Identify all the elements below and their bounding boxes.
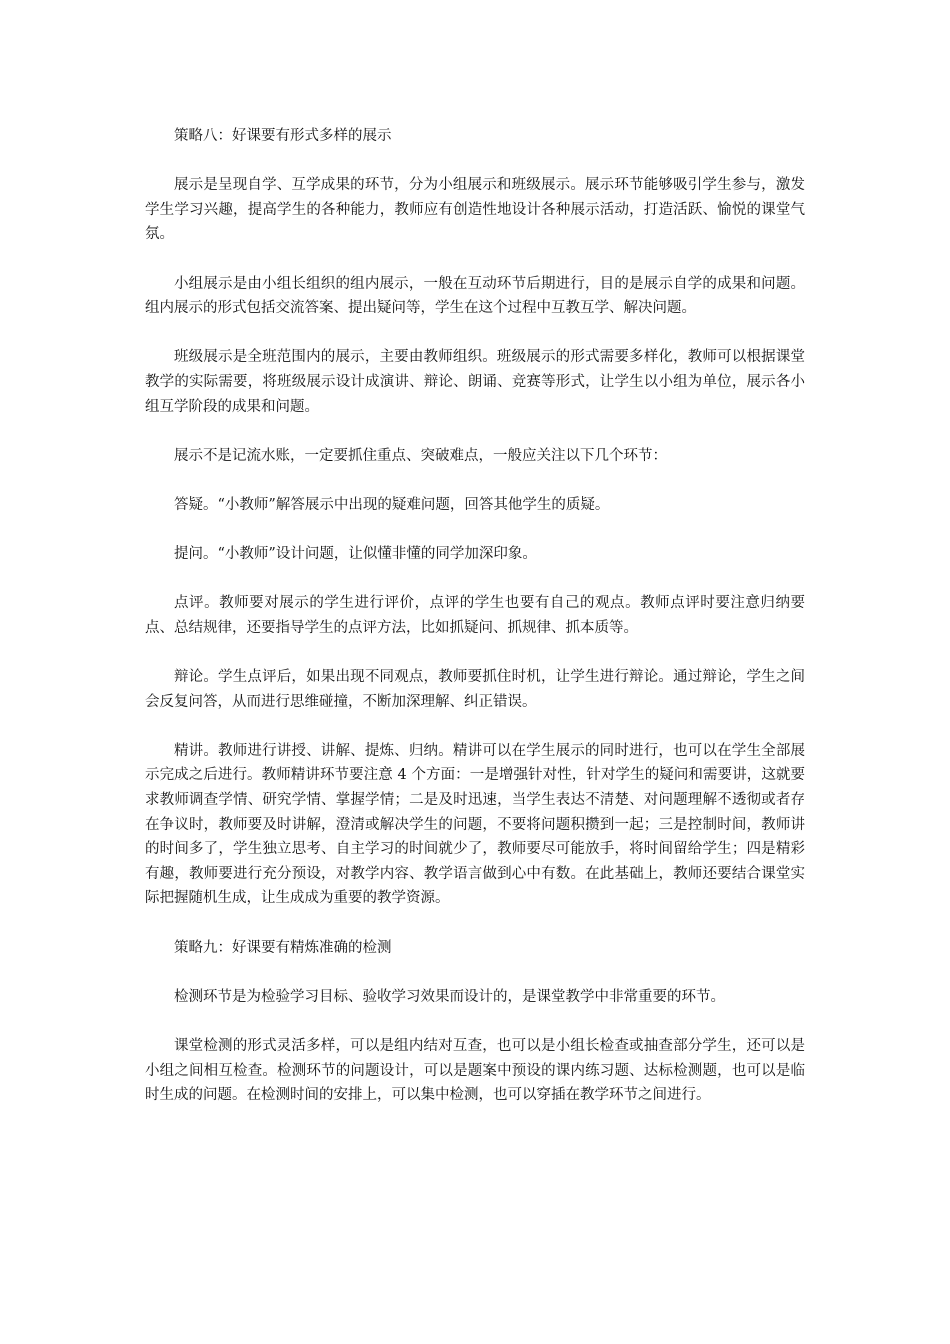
- paragraph: 答疑。“小教师”解答展示中出现的疑难问题，回答其他学生的质疑。: [174, 496, 610, 513]
- paragraph: 小组展示是由小组长组织的组内展示，一般在互动环节后期进行，目的是展示自学的成果和问题。组内展示的形式包括交流答案、提出疑问等，学生在这个过程中互教互学、解决问题。: [145, 275, 805, 317]
- section-heading: 策略九：好课要有精炼准确的检测: [174, 939, 392, 956]
- paragraph: 课堂检测的形式灵活多样，可以是组内结对互查，也可以是小组长检查或抽查部分学生，还可以是小组之间相互检查。检测环节的问题设计，可以是题案中预设的课内练习题、达标检测题，也可以是临时生成的问题。在检测时间的安排上，可以集中检测，也可以穿插在教学环节之间进行。: [145, 1037, 805, 1104]
- paragraph: 展示不是记流水账，一定要抓住重点、突破难点，一般应关注以下几个环节：: [174, 447, 667, 464]
- paragraph: 辩论。学生点评后，如果出现不同观点，教师要抓住时机，让学生进行辩论。通过辩论，学生之间会反复问答，从而进行思维碰撞，不断加深理解、纠正错误。: [145, 669, 805, 710]
- paragraph: 展示是呈现自学、互学成果的环节，分为小组展示和班级展示。展示环节能够吸引学生参与，激发学生学习兴趣，提高学生的各种能力，教师应有创造性地设计各种展示活动，打造活跃、愉悦的课堂气氛。: [145, 177, 805, 243]
- paragraph: 点评。教师要对展示的学生进行评价，点评的学生也要有自己的观点。教师点评时要注意归纳要点、总结规律，还要指导学生的点评方法，比如抓疑问、抓规律、抓本质等。: [145, 595, 805, 636]
- paragraph: 班级展示是全班范围内的展示，主要由教师组织。班级展示的形式需要多样化，教师可以根据课堂教学的实际需要，将班级展示设计成演讲、辩论、朗诵、竞赛等形式，让学生以小组为单位，展示各小组互学阶段的成果和问题。: [145, 349, 805, 415]
- paragraph: 提问。“小教师”设计问题，让似懂非懂的同学加深印象。: [174, 546, 537, 563]
- document-body: [145, 124, 805, 1132]
- paragraph: 检测环节是为检验学习目标、验收学习效果而设计的，是课堂教学中非常重要的环节。: [174, 988, 725, 1005]
- paragraph: 精讲。教师进行讲授、讲解、提炼、归纳。精讲可以在学生展示的同时进行，也可以在学生全部展示完成之后进行。教师精讲环节要注意 4 个方面：一是增强针对性，针对学生的疑问和需要讲，这就要求教师调查学情、研究学情、掌握学情；二是及时迅速，当学生表达不清楚、对问题理解不透彻或者存在争议时，教师要及时讲解，澄清或解决学生的问题，不要将问题积攒到一起；三是控制时间，教师讲的时间多了，学生独立思考、自主学习的时间就少了，教师要尽可能放手，将时间留给学生；四是精彩有趣，教师要进行充分预设，对教学内容、教学语言做到心中有数。在此基础上，教师还要结合课堂实际把握随机生成，让生成成为重要的教学资源。: [145, 742, 805, 907]
- section-heading: 策略八：好课要有形式多样的展示: [174, 128, 392, 144]
